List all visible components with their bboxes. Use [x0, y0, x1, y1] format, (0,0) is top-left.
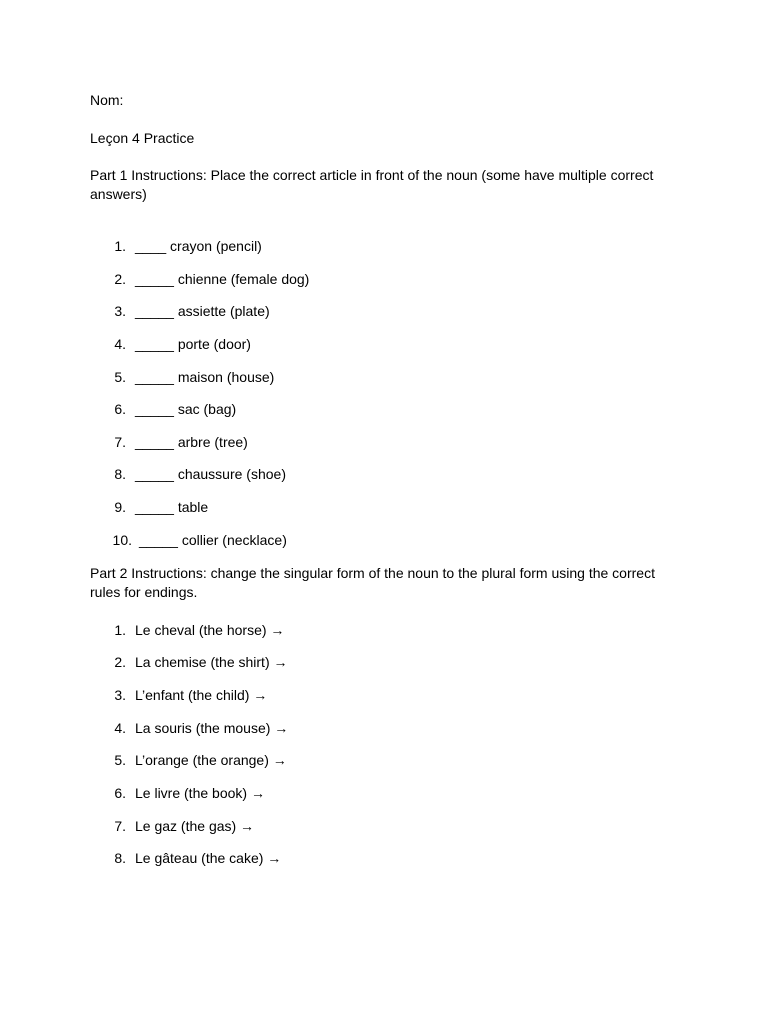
item-number: 9. [114, 499, 126, 515]
item-number: 7. [114, 818, 126, 834]
item-number: 10. [112, 532, 132, 548]
item-text: _____ chaussure (shoe) [135, 466, 286, 482]
item-text: ____ crayon (pencil) [135, 238, 262, 254]
item-number: 8. [114, 466, 126, 482]
item-text: _____ table [135, 499, 209, 515]
part1-instructions: Part 1 Instructions: Place the correct article in front of the noun (some have multiple correct answers) [90, 167, 654, 202]
item-number: 6. [114, 401, 126, 417]
item-text: La chemise (the shirt) → [135, 654, 288, 670]
item-text: Le cheval (the horse) → [135, 622, 285, 638]
item-text: L’orange (the orange) → [135, 752, 287, 768]
item-number: 1. [114, 238, 126, 254]
item-text: _____ arbre (tree) [135, 434, 248, 450]
item-number: 6. [114, 785, 126, 801]
item-number: 8. [114, 850, 126, 866]
item-text: _____ chienne (female dog) [135, 271, 310, 287]
item-text: Le livre (the book) → [135, 785, 265, 801]
item-text: Le gâteau (the cake) → [135, 850, 282, 866]
item-text: L’enfant (the child) → [135, 687, 268, 703]
item-number: 5. [114, 369, 126, 385]
item-text: _____ sac (bag) [135, 401, 237, 417]
item-text: _____ assiette (plate) [135, 303, 270, 319]
item-number: 5. [114, 752, 126, 768]
part2-instructions: Part 2 Instructions: change the singular form of the noun to the plural form using the correct rules for endings. [90, 565, 655, 600]
worksheet-title: Leçon 4 Practice [90, 130, 195, 146]
item-text: _____ porte (door) [135, 336, 251, 352]
name-label: Nom: [90, 92, 124, 108]
item-number: 7. [114, 434, 126, 450]
item-text: Le gaz (the gas) → [135, 818, 255, 834]
item-text: _____ maison (house) [135, 369, 275, 385]
item-number: 4. [114, 336, 126, 352]
item-number: 2. [114, 654, 126, 670]
item-text: _____ collier (necklace) [139, 532, 287, 548]
item-number: 3. [114, 303, 126, 319]
item-text: La souris (the mouse) → [135, 720, 289, 736]
item-number: 1. [114, 622, 126, 638]
item-number: 3. [114, 687, 126, 703]
item-number: 2. [114, 271, 126, 287]
item-number: 4. [114, 720, 126, 736]
